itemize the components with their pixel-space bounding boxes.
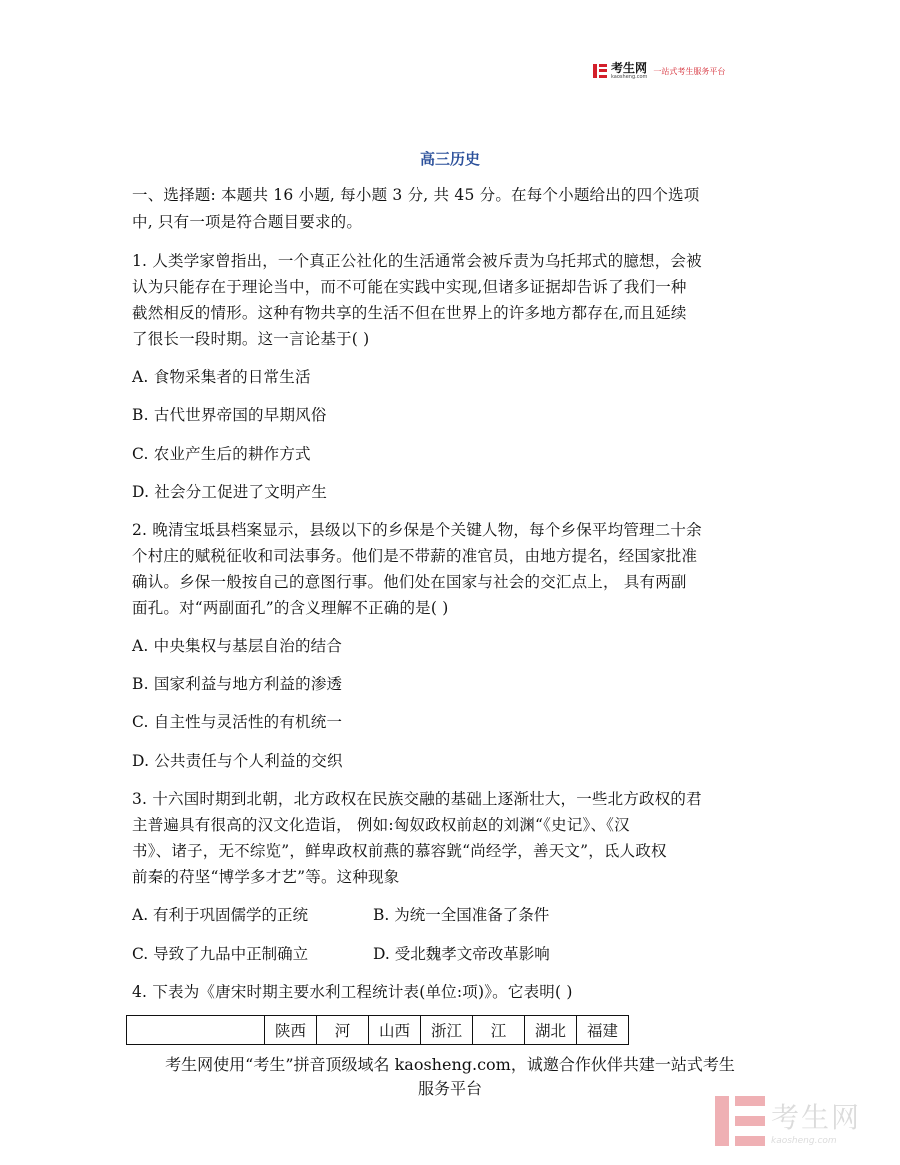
q2-option-d: D. 公共责任与个人利益的交织 [132,752,343,770]
table-header-cell: 浙江 [421,1016,473,1045]
table-header-row [127,1016,629,1045]
watermark-name: 考生网 [771,1101,862,1134]
table-header-cell [127,1016,265,1045]
watermark [715,1096,861,1146]
q2-stem-line: 2. 晚清宝坻县档案显示，县级以下的乡保是个关键人物，每个乡保平均管理二十余 [132,521,702,539]
q1-option-a: A. 食物采集者的日常生活 [132,368,311,386]
q1-stem-line: 截然相反的情形。这种有物共享的生活不但在世界上的许多地方都存在,而且延续 [132,304,687,322]
header-slogan: 一站式考生服务平台 [653,66,726,76]
table-header-cell: 福建 [577,1016,629,1045]
q4-stem-line: 4. 下表为《唐宋时期主要水利工程统计表(单位:项)》。它表明( ) [132,983,573,1001]
table-header-cell: 陕西 [265,1016,317,1045]
section-intro-line: 中, 只有一项是符合题目要求的。 [132,213,363,231]
q2-option-a: A. 中央集权与基层自治的结合 [132,637,343,655]
q3-stem-line: 书》、诸子，无不综览”，鲜卑政权前燕的慕容皝“尚经学，善天文”，氐人政权 [132,842,667,860]
q1-option-c: C. 农业产生后的耕作方式 [132,445,311,463]
q2-stem-line: 确认。乡保一般按自己的意图行事。他们处在国家与社会的交汇点上， 具有两副 [132,573,687,591]
q2-option-b: B. 国家利益与地方利益的渗透 [132,675,343,693]
footer-line: 考生网使用“考生”拼音顶级域名 kaosheng.com，诚邀合作伙伴共建一站式考生 [165,1055,735,1074]
q3-options-row-1 [132,903,550,925]
q1-option-b: B. 古代世界帝国的早期风俗 [132,406,327,424]
q3-option-c: C. 导致了九品中正制确立 [132,945,309,963]
logo-url: kaosheng.com [611,74,648,80]
header-logo[interactable] [593,62,725,80]
table-header-cell: 山西 [369,1016,421,1045]
q3-options-row-2 [132,942,550,964]
page-title: 高三历史 [419,150,480,168]
table-header-cell: 河 [317,1016,369,1045]
q3-option-b: B. 为统一全国准备了条件 [373,906,550,924]
q3-stem-line: 前秦的苻坚“博学多才艺”等。这种现象 [132,868,400,886]
watermark-url: kaosheng.com [771,1136,837,1146]
table-header-cell: 湖北 [525,1016,577,1045]
q2-option-c: C. 自主性与灵活性的有机统一 [132,713,343,731]
q2-stem-line: 个村庄的赋税征收和司法事务。他们是不带薪的准官员，由地方提名，经国家批准 [132,547,698,565]
q3-option-a: A. 有利于巩固儒学的正统 [132,906,309,924]
q1-stem-line: 了很长一段时期。这一言论基于( ) [132,330,370,348]
footer-line: 服务平台 [417,1079,482,1098]
logo-name: 考生网 [611,61,648,75]
q1-option-d: D. 社会分工促进了文明产生 [132,483,328,501]
watermark-logo-icon [715,1096,765,1146]
table-header-cell: 江 [473,1016,525,1045]
q1-stem-line: 认为只能存在于理论当中，而不可能在实践中实现,但诸多证据却告诉了我们一种 [132,278,687,296]
q3-stem-line: 3. 十六国时期到北朝，北方政权在民族交融的基础上逐渐壮大，一些北方政权的君 [132,790,702,808]
water-projects-table [126,1015,629,1045]
section-intro-line: 一、选择题: 本题共 16 小题, 每小题 3 分, 共 45 分。在每个小题给出的四个选项 [132,186,700,204]
q3-option-d: D. 受北魏孝文帝改革影响 [373,945,550,963]
q3-stem-line: 主普遍具有很高的汉文化造诣， 例如:匈奴政权前赵的刘渊“《史记》、《汉 [132,816,630,834]
q2-stem-line: 面孔。对“两副面孔”的含义理解不正确的是( ) [132,599,449,617]
kaosheng-logo-icon [593,64,607,78]
q1-stem-line: 1. 人类学家曾指出，一个真正公社化的生活通常会被斥责为乌托邦式的臆想，会被 [132,252,702,270]
